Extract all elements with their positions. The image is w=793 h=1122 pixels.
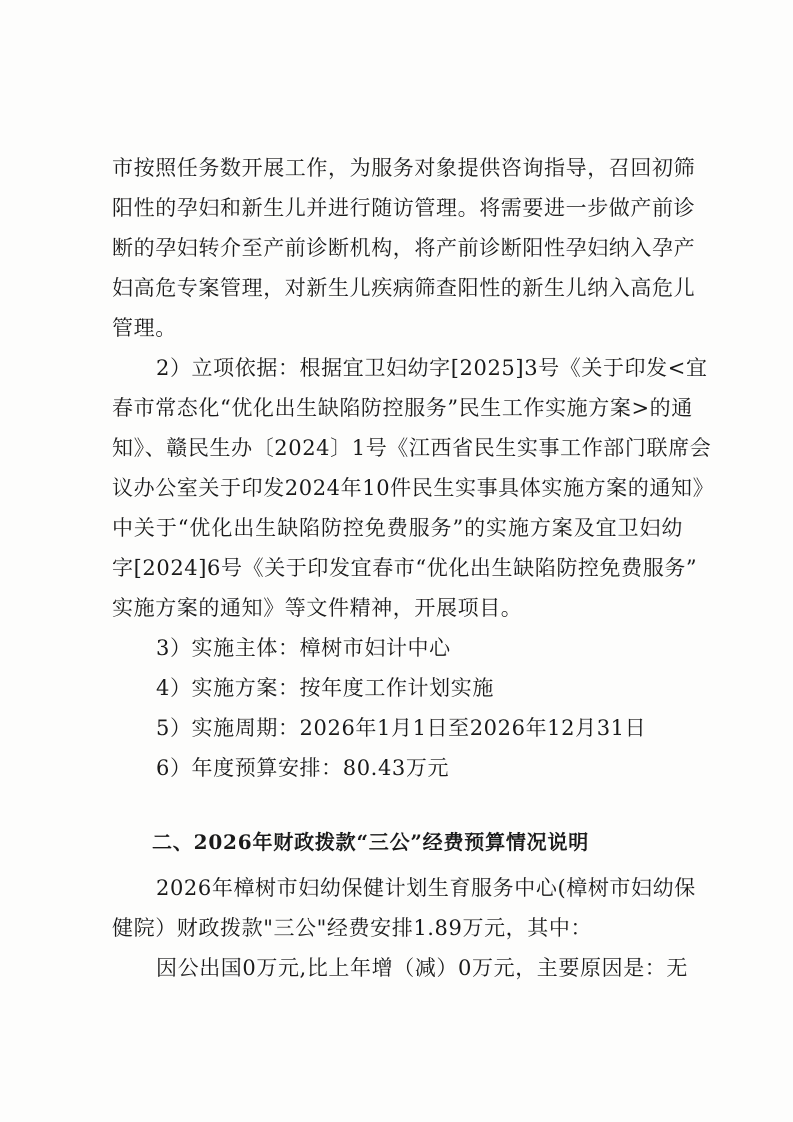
body-text-line: 知》、赣民生办〔2024〕1号《江西省民生实事工作部门联席会: [112, 436, 712, 460]
body-text-line: 2026年樟树市妇幼保健计划生育服务中心(樟树市妇幼保: [156, 876, 696, 900]
body-text-line: 妇高危专案管理，对新生儿疾病筛查阳性的新生儿纳入高危儿: [112, 276, 696, 300]
body-text-line: 字[2024]6号《关于印发宜春市“优化出生缺陷防控免费服务”: [112, 556, 698, 580]
list-item: 3）实施主体：樟树市妇计中心: [156, 636, 451, 660]
body-text-line: 市按照任务数开展工作，为服务对象提供咨询指导，召回初筛: [112, 156, 696, 180]
body-text-line: 春市常态化“优化出生缺陷防控服务”民生工作实施方案>的通: [112, 396, 693, 420]
section-heading: 二、2026年财政拨款“三公”经费预算情况说明: [152, 830, 590, 854]
body-text-line: 阳性的孕妇和新生儿并进行随访管理。将需要进一步做产前诊: [112, 196, 696, 220]
body-text-line: 中关于“优化出生缺陷防控免费服务”的实施方案及宜卫妇幼: [112, 516, 683, 540]
body-text-line: 因公出国0万元,比上年增（减）0万元，主要原因是：无: [156, 956, 688, 980]
body-text-line: 管理。: [112, 316, 177, 340]
list-item: 5）实施周期：2026年1月1日至2026年12月31日: [156, 716, 647, 740]
body-text-line: 实施方案的通知》等文件精神，开展项目。: [112, 596, 523, 620]
list-item: 6）年度预算安排：80.43万元: [156, 756, 450, 780]
body-text-line: 断的孕妇转介至产前诊断机构，将产前诊断阳性孕妇纳入孕产: [112, 236, 696, 260]
body-text-line: 议办公室关于印发2024年10件民生实事具体实施方案的通知》: [112, 476, 715, 500]
body-text-line: 健院）财政拨款"三公"经费安排1.89万元，其中：: [112, 916, 593, 940]
list-item: 4）实施方案：按年度工作计划实施: [156, 676, 494, 700]
body-text-line: 2）立项依据：根据宜卫妇幼字[2025]3号《关于印发<宜: [156, 356, 708, 380]
